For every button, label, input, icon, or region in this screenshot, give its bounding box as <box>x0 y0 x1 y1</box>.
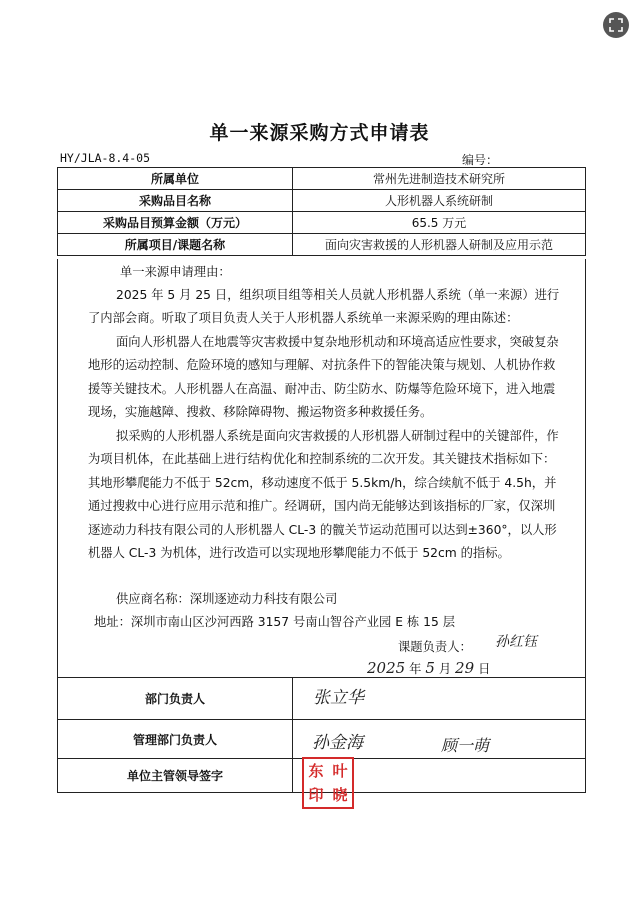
row-label: 单位主管领导签字 <box>58 759 293 793</box>
dept-head-signature: 张立华 <box>313 688 364 708</box>
date-year-unit: 年 <box>409 662 422 676</box>
table-row <box>58 168 586 190</box>
date-day-unit: 日 <box>478 662 491 676</box>
reason-heading: 单一来源申请理由： <box>120 265 231 279</box>
table-row <box>58 190 586 212</box>
expand-button[interactable] <box>603 12 629 38</box>
info-table <box>57 167 586 256</box>
row-label: 采购品目名称 <box>58 190 293 212</box>
row-value: 面向灾害救援的人形机器人研制及应用示范 <box>293 234 586 256</box>
mgmt-head-signature: 孙金海 <box>312 733 363 753</box>
reason-paragraph-1: 2025 年 5 月 25 日，组织项目组等相关人员就人形机器人系统（单一来源）进行了内部会商。听取了项目负责人关于人形机器人系统单一来源采购的理由陈述： <box>88 288 560 326</box>
reason-paragraph-2: 面向人形机器人在地震等灾害救援中复杂地形机动和环境高适应性要求，突破复杂地形的运动控制、危险环境的感知与理解、对抗条件下的智能决策与规划、人机协作救援等关键技术。人形机器人在高温、耐冲击、防尘防水、防爆等危险环境下，进入地震现场，实施越障、搜救、移除障碍物、搬运物资多种救援任务。 <box>88 335 559 420</box>
row-label: 管理部门负责人 <box>58 720 293 759</box>
page-title: 单一来源采购方式申请表 <box>209 122 430 144</box>
stamp-char: 东 <box>308 762 324 780</box>
row-label: 采购品目预算金额（万元） <box>58 212 293 234</box>
stamp-char: 印 <box>308 786 324 804</box>
expand-icon <box>609 18 623 32</box>
date-month: 5 <box>425 659 435 677</box>
date-day: 29 <box>455 659 475 677</box>
stamp-char: 晓 <box>332 786 348 804</box>
supplier-name: 供应商名称：深圳逐迹动力科技有限公司 <box>116 592 338 606</box>
row-value: 常州先进制造技术研究所 <box>293 168 586 190</box>
mgmt-head-signature-2: 顾一萌 <box>441 736 490 755</box>
row-value: 人形机器人系统研制 <box>293 190 586 212</box>
date-year: 2025 <box>367 659 406 677</box>
reason-section <box>57 259 586 678</box>
seal-stamp <box>302 757 354 809</box>
supplier-address: 地址：深圳市南山区沙河西路 3157 号南山智谷产业园 E 栋 15 层 <box>94 615 455 629</box>
row-value: 65.5 万元 <box>293 212 586 234</box>
leader-signature: 孙红钰 <box>495 634 537 650</box>
date-month-unit: 月 <box>438 662 452 676</box>
leader-label: 课题负责人： <box>398 640 472 654</box>
document-number-label: 编号： <box>462 153 499 167</box>
table-row <box>58 234 586 256</box>
table-row <box>58 212 586 234</box>
document-code: HY/JLA-8.4-05 <box>60 151 151 165</box>
row-label: 所属项目/课题名称 <box>58 234 293 256</box>
row-label: 所属单位 <box>58 168 293 190</box>
stamp-char: 叶 <box>332 762 348 780</box>
reason-paragraph-3: 拟采购的人形机器人系统是面向灾害救援的人形机器人研制过程中的关键部件，作为项目机体，在此基础上进行结构优化和控制系统的二次开发。其关键技术指标如下：其地形攀爬能力不低于 52cm，移动速度不低于 5.5km/h，综合续航不低于 4.5h，并通过搜救中心进行应用示范和推广。经调研，国内尚无能够达到该指标的厂家，仅深圳逐迹动力科技有限公司的人形机器人 CL-3 的髋关节运动范围可以达到±360°，以人形机器人 CL-3 为机体，进行改造可以实现地形攀爬能力不低于 52cm 的指标。 <box>88 429 559 561</box>
row-label: 部门负责人 <box>58 678 293 720</box>
